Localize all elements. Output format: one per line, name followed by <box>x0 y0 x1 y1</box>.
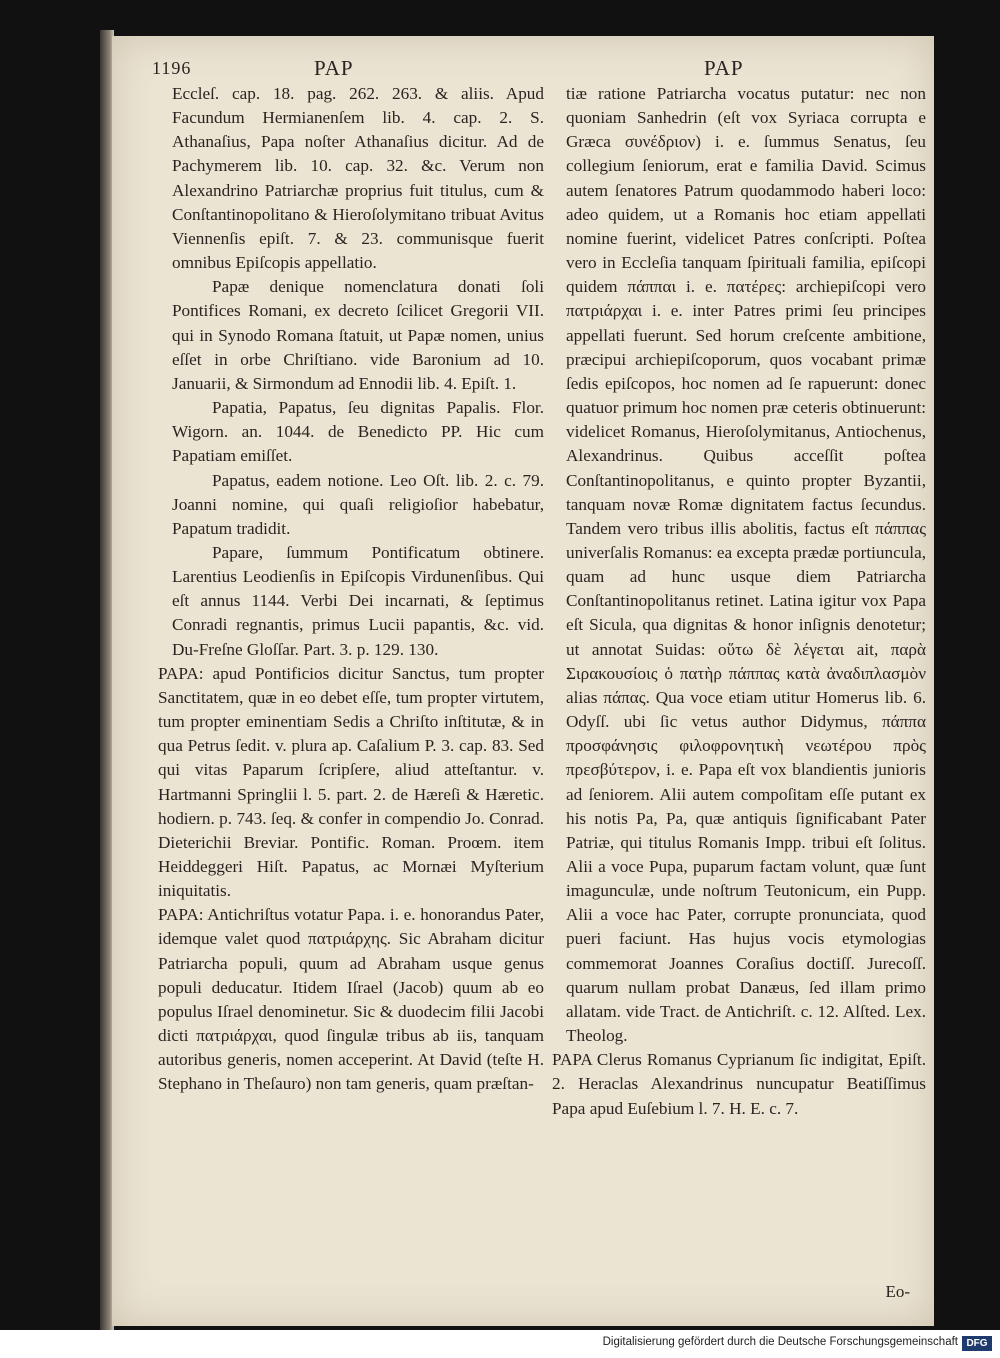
right-column <box>552 82 926 1121</box>
running-head-right: PAP <box>704 56 744 80</box>
paragraph: tiæ ratione Patriarcha vocatus putatur: nec non quoniam Sanhedrin (eſt vox Syriaca corrupta e Græca συνέδριον) i. e. ſummus Senatus, ſeu collegium ſeniorum, erat e familia David. Scimus autem ſenatores Patrum quodammodo haberi loco: adeo quidem, ut a Romanis hoc etiam appellati nomine fuerint, videlicet Patres conſcripti. Poſtea vero in Eccleſia tanquam ſpirituali familia, epiſcopi quidem πάππαι i. e. πατέρες: archiepiſcopi vero πατριάρχαι i. e. inter Patres primi ſeu principes appellati fuerunt. Sed horum creſcente ambitione, præcipui archiepiſcoporum, quos vocabant primæ ſedis epiſcopos, hoc nomen ad ſe rapuerunt: donec quatuor primum hoc nomen præ ceteris obtinuerunt: videlicet Romanus, Hieroſolymitanus, Antiochenus, Alexandrinus. Quibus acceſſit poſtea Conſtantinopolitanus, e quinto propter Byzantii, tanquam novæ Romæ dignitatem factus ſecundus. Tandem vero tribus illis abolitis, factus eſt πάππας univerſalis Romanus: ea excepta prædæ portiuncula, quam ad hunc usque diem Patriarcha Conſtantinopolitanus retinet. Latina igitur vox Papa eſt Sicula, qua dignitas & honor inſignis denotetur; ut annotat Suidas: οὕτω δὲ λέγεται ait, παρὰ Σιρακουσίοις ὁ πατὴρ πάππας κατὰ ἀναδιπλασμὸν alias πάπας. Qua voce etiam utitur Homerus lib. 6. Odyſſ. ubi ſic vetus author Didymus, πάππα προσφάνησις φιλοφρονητικὴ νεωτέρου πρὸς πρεσβύτερον, i. e. Papa eſt vox blandientis junioris ad ſeniorem. Alii autem compoſitam eſſe putant ex his notis Pa, Pa, quæ antiquis ſignificabant Pater Patriæ, qui titulus Romanis Impp. tribui eſt ſolitus. Alii a voce Pupa, puparum factam volunt, quæ ſunt imagunculæ, unde noſtrum Teutonicum, ein Pupp. Alii a voce hac Pater, corrupte pronunciata, quod pueri faciunt. Has hujus vocis etymologias commemorat Joannes Coraſius doctiſſ. Jurecoſſ. quarum nullam probat Danæus, ſed illam primo allatam. vide Tract. de Antichriſt. c. 12. Alſted. Lex. Theolog. <box>566 84 926 1046</box>
paragraph: Papatus, eadem notione. Leo Oſt. lib. 2. c. 79. Joanni nomine, qui quaſi religioſior habebatur, Papatum tradidit. <box>172 470 544 538</box>
paragraph: Papare, ſummum Pontificatum obtinere. Larentius Leodienſis in Epiſcopis Virdunenſibus. Qui eſt annus 1144. Verbi Dei incarnati, & ſeptimus Conradi regnantis, primus Lucii papantis, &c. vid. Du-Freſne Gloſſar. Part. 3. p. 129. 130. <box>172 542 544 659</box>
catchword: Eo- <box>885 1282 910 1301</box>
paragraph: Papatia, Papatus, ſeu dignitas Papalis. Flor. Wigorn. an. 1044. de Benedicto PP. Hic cum Papatiam emiſſet. <box>172 398 544 466</box>
entry-papa-clerus: PAPA Clerus Romanus Cyprianum ſic indigitat, Epiſt. 2. Heraclas Alexandrinus nuncupatur Beatiſſimus Papa apud Euſebium l. 7. H. E. c. 7. <box>552 1050 926 1118</box>
dfg-logo: DFG <box>962 1336 992 1351</box>
funding-credit: Digitalisierung gefördert durch die Deutsche Forschungsgemeinschaft <box>602 1336 958 1348</box>
entry-papa-sanctus: PAPA: apud Pontificios dicitur Sanctus, tum propter Sanctitatem, quæ in eo debet eſſe, tum propter virtutem, tum propter eminentiam Sedis a Chriſto inſtitutæ, & in qua Petrus ſedit. v. plura ap. Caſalium P. 3. cap. 83. Sed qui vitas Paparum ſcripſere, aliud atteſtantur. v. Hartmanni Springlii l. 5. part. 2. de Hæreſi & Hæretic. hodiern. p. 743. ſeq. & confer in compendio Jo. Conrad. Dieterichii Breviar. Pontific. Roman. Proœm. item Heiddeggeri Hiſt. Papatus, ac Mornæi Myſterium iniquitatis. <box>158 663 544 901</box>
paragraph: Eccleſ. cap. 18. pag. 262. 263. & aliis. Apud Facundum Hermianenſem lib. 4. cap. 2. S. Athanaſius, Papa noſter Athanaſius dicitur. Ad de Pachymerem lib. 10. cap. 32. &c. Verum non Alexandrino Patriarchæ proprius fuit titulus, cum & Conſtantinopolitano & Hieroſolymitano tribuat Avitus Viennenſis epiſt. 7. & 23. communisque fuerit omnibus Epiſcopis appellatio. <box>172 84 544 273</box>
page-number: 1196 <box>152 58 192 78</box>
paragraph: Papæ denique nomenclatura donati ſoli Pontifices Romani, ex decreto ſcilicet Gregorii VII. qui in Synodo Romana ſtatuit, ut Papæ nomen, unius eſſet in orbe Chriſtiano. vide Baronium ad 10. Januarii, & Sirmondum ad Ennodii lib. 4. Epiſt. 1. <box>172 277 544 393</box>
running-head-left: PAP <box>314 56 354 80</box>
book-page <box>112 36 934 1326</box>
footer-bar <box>0 1330 1000 1358</box>
entry-papa-antichristus: PAPA: Antichriſtus votatur Papa. i. e. honorandus Pater, idemque valet quod πατριάρχης. Sic Abraham dicitur Patriarcha populi, quum ad Abraham usque genus populi deducatur. Itidem Iſrael (Jacob) quum ab eo populus Iſrael denominetur. Sic & duodecim filii Jacobi dicti πατριάρχαι, quod ſingulæ tribus ab iis, tanquam autoribus generis, nomen acceperint. At David (teſte H. Stephano in Theſauro) non tam generis, quam præſtan- <box>158 905 544 1094</box>
left-column <box>158 82 544 1097</box>
